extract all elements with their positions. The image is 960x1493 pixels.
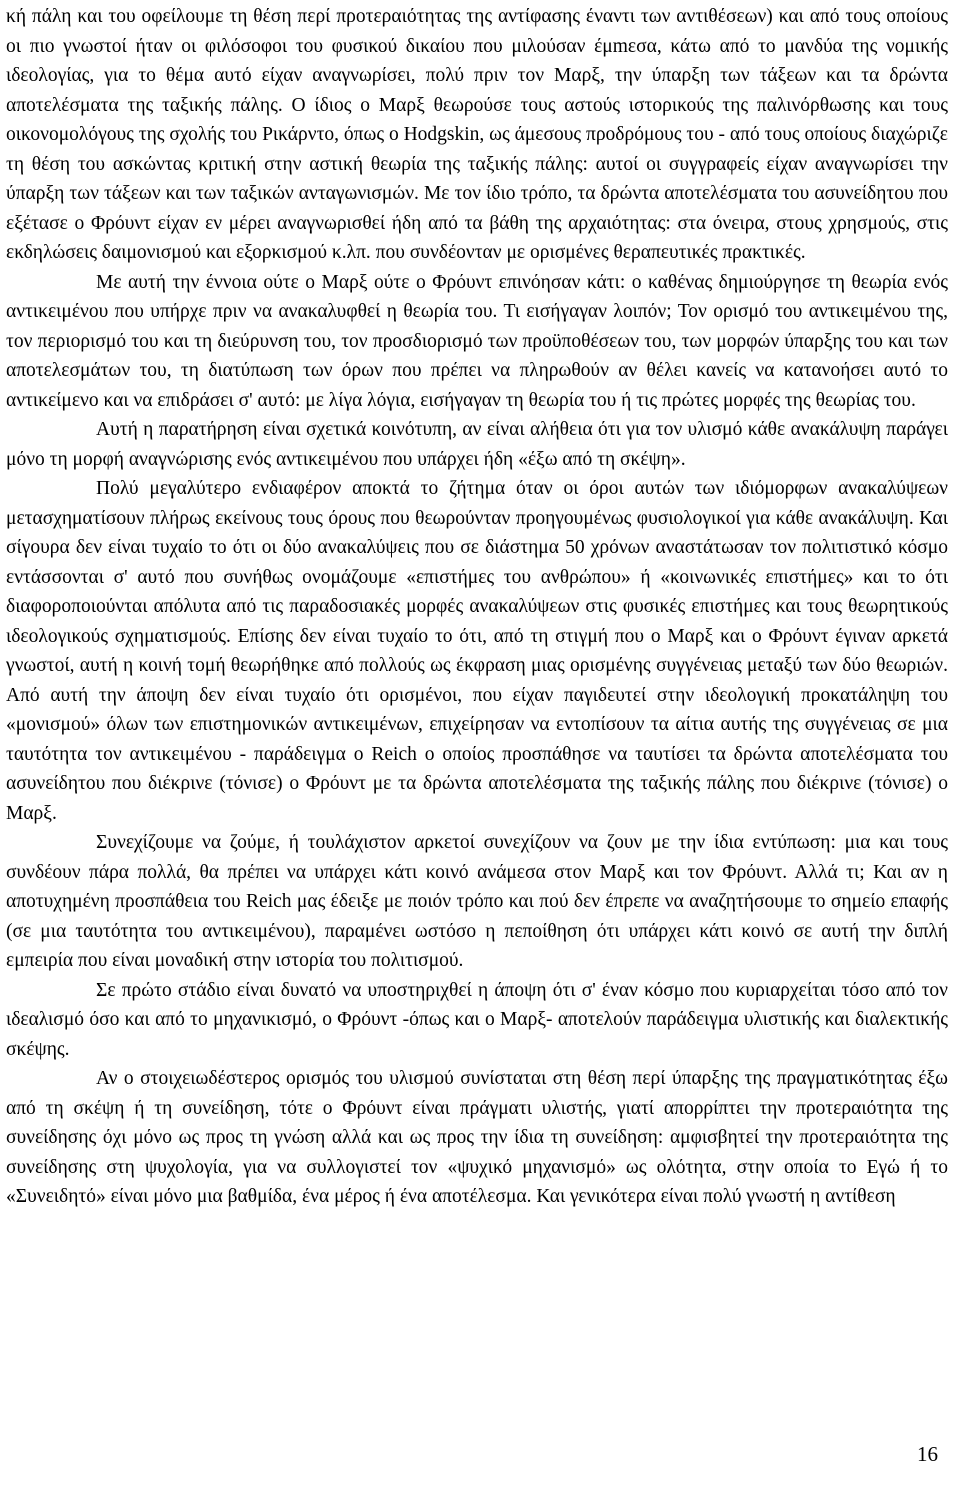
paragraph-7: Αν ο στοιχειωδέστερος ορισμός του υλισμού συνίσταται στη θέση περί ύπαρξης της πραγματικότητας έξω από τη σκέψη ή τη συνείδηση, τότε ο Φρόυντ είναι πράγματι υλιστής, γιατί απορρίπτει την προτεραιότητα της συνείδησης όχι μόνο ως προς τη γνώση αλλά και ως προς την ίδια τη συνείδηση: αμφισβητεί την προτεραιότητα της συνείδησης στη ψυχολογία, για να συλλογιστεί τον «ψυχικό μηχανισμό» ως ολότητα, στην οποία το Εγώ ή το «Συνειδητό» είναι μόνο μια βαθμίδα, ένα μέρος ή ένα αποτέλεσμα. Και γενικότερα είναι πολύ γνωστή η αντίθεση xyxy=(6,1068,948,1207)
paragraph-3: Αυτή η παρατήρηση είναι σχετικά κοινότυπη, αν είναι αλήθεια ότι για τον υλισμό κάθε ανακάλυψη παράγει μόνο τη μορφή αναγνώρισης ενός αντικειμένου που υπάρχει ήδη «έξω από τη σκέψη». xyxy=(6,419,948,470)
page-number: 16 xyxy=(917,1442,938,1466)
paragraph-6: Σε πρώτο στάδιο είναι δυνατό να υποστηριχθεί η άποψη ότι σ' έναν κόσμο που κυριαρχείται τόσο από τον ιδεαλισμό όσο και από το μηχανικισμό, ο Φρόυντ -όπως και ο Μαρξ- αποτελούν παράδειγμα υλιστικής και διαλεκτικής σκέψης. xyxy=(6,979,948,1060)
paragraph-4: Πολύ μεγαλύτερο ενδιαφέρον αποκτά το ζήτημα όταν οι όροι αυτών των ιδιόμορφων ανακαλύψεων μετασχηματίσουν πλήρως εκείνους τους όρους που θεωρούνταν προηγουμένως φυσιολογικοί για κάθε ανακάλυψη. Και σίγουρα δεν είναι τυχαίο το ότι οι δύο ανακαλύψεις που σε διάστημα 50 χρόνων αναστάτωσαν τον πολιτιστικό κόσμο εντάσσονται σ' αυτό που συνήθως ονομάζουμε «επιστήμες του ανθρώπου» ή «κοινωνικές επιστήμες» και το ότι διαφοροποιούνται απόλυτα από τις παραδοσιακές μορφές ανακαλύψεων στις φυσικές επιστήμες και τους θεωρητικούς ιδεολογικούς σχηματισμούς. Επίσης δεν είναι τυχαίο το ότι, από τη στιγμή που ο Μαρξ και ο Φρόυντ έγιναν αρκετά γνωστοί, αυτή η κοινή τομή θεωρήθηκε από πολλούς ως έκφραση μιας ορισμένης συγγένειας μεταξύ των δύο θεωριών. Από αυτή την άποψη δεν είναι τυχαίο ότι ορισμένοι, που είχαν παγιδευτεί στην ιδεολογική προκατάληψη του «μονισμού» όλων των επιστημονικών αντικειμένων, επιχείρησαν να εντοπίσουν τα αίτια αυτής της συγγένειας σε μια ταυτότητα τον αντικειμένου - παράδειγμα ο Reich ο οποίος προσπάθησε να ταυτίσει τα δρώντα αποτελέσματα του ασυνείδητου που διέκρινε (τόνισε) ο Φρόυντ με τα δρώντα αποτελέσματα της ταξικής πάλης που διέκρινε (τόνισε) ο Μαρξ. xyxy=(6,478,948,824)
paragraph-5: Συνεχίζουμε να ζούμε, ή τουλάχιστον αρκετοί συνεχίζουν να ζουν με την ίδια εντύπωση: μια και τους συνδέουν πάρα πολλά, θα πρέπει να υπάρχει κάτι κοινό ανάμεσα στον Μαρξ και τον Φρόυντ. Αλλά τι; Και αν η αποτυχημένη προσπάθεια του Reich μας έδειξε με ποιόν τρόπο και πού δεν έπρεπε να αναζητήσουμε το σημείο επαφής (σε μια ταυτότητα του αντικειμένου), παραμένει ωστόσο η πεποίθηση ότι υπάρχει κάτι κοινό σε αυτή την διπλή εμπειρία που είναι μοναδική στην ιστορία του πολιτισμού. xyxy=(6,832,948,971)
paragraph-1: κή πάλη και του οφείλουμε τη θέση περί προτεραιότητας της αντίφασης έναντι των αντιθέσεων) και από τους οποίους οι πιο γνωστοί ήταν οι φιλόσοφοι του φυσικού δικαίου που μιλούσαν έμmεσα, κάτω από το μανδύα της νομικής ιδεολογίας, για το θέμα αυτό είχαν αναγνωρίσει, πολύ πριν τον Μαρξ, την ύπαρξη των τάξεων και τα δρώντα αποτελέσματα της ταξικής πάλης. Ο ίδιος ο Μαρξ θεωρούσε τους αστούς ιστορικούς της παλινόρθωσης και τους οικονομολόγους της σχολής του Ρικάρντο, όπως ο Hodgskin, ως άμεσους προδρόμους του - από τους οποίους διαχώριζε τη θέση του ασκώντας κριτική στην αστική θεωρία της ταξικής πάλης: αυτοί οι συγγραφείς είχαν αναγνωρίσει την ύπαρξη των τάξεων και των ταξικών ανταγωνισμών. Με τον ίδιο τρόπο, τα δρώντα αποτελέσματα του ασυνείδητου που εξέτασε ο Φρόυντ είχαν εν μέρει αναγνωρισθεί ήδη από τα βάθη της αρχαιότητας: στα όνειρα, στους χρησμούς, στις εκδηλώσεις δαιμονισμού και εξορκισμού κ.λπ. που συνδέονταν με ορισμένες θεραπευτικές πρακτικές. xyxy=(6,6,948,263)
document-page xyxy=(6,2,948,1212)
paragraph-2: Με αυτή την έννοια ούτε ο Μαρξ ούτε ο Φρόυντ επινόησαν κάτι: ο καθένας δημιούργησε τη θεωρία ενός αντικειμένου που υπήρχε πριν να ανακαλυφθεί η θεωρία του. Τι εισήγαγαν λοιπόν; Τον ορισμό του αντικειμένου της, τον περιορισμό του και τη διεύρυνση του, τον προσδιορισμό των προϋποθέσεων του, των μορφών ύπαρξης του και των αποτελεσμάτων του, τη διατύπωση των όρων που πρέπει να πληρωθούν αν θέλει κανείς να κατανοήσει αυτό το αντικείμενο και να επιδράσει σ' αυτό: με λίγα λόγια, εισήγαγαν τη θεωρία του ή τις πρώτες μορφές της θεωρίας του. xyxy=(6,271,948,411)
